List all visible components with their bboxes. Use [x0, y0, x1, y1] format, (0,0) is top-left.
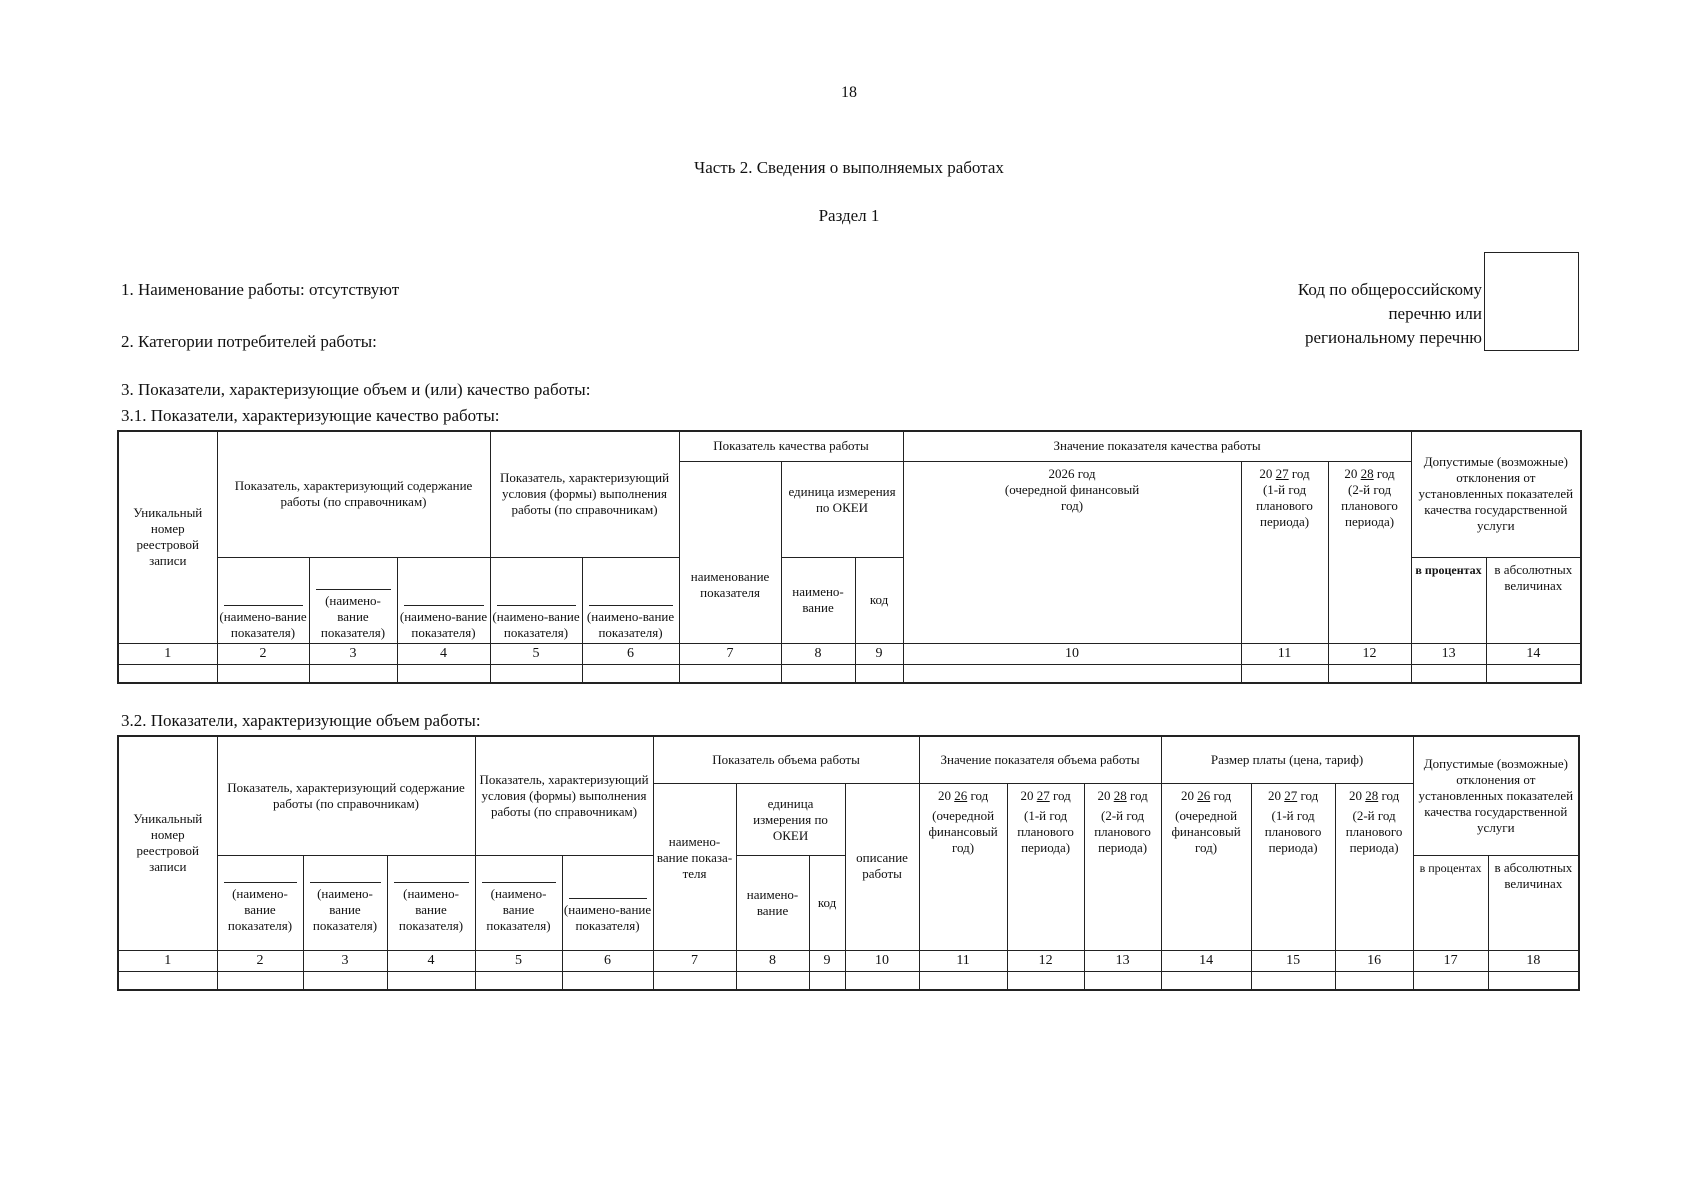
year-value: 28 [1365, 787, 1379, 803]
column-number: 8 [736, 950, 809, 971]
year-label [1086, 788, 1160, 804]
column-number: 2 [217, 643, 309, 664]
column-number: 11 [1241, 643, 1328, 664]
header-volume-indicator: Показатель объема работы [653, 736, 919, 783]
year-value: 28 [1360, 465, 1374, 481]
column-number: 1 [118, 950, 217, 971]
year-current-desc: (очередной финансовый год) [1004, 481, 1140, 513]
year-value: 26 [1197, 787, 1211, 803]
sub-indicator-label: (наимено-вание показателя) [398, 885, 464, 933]
table-cell[interactable] [1335, 971, 1413, 990]
sub-indicator-label: (наимено-вание показателя) [312, 885, 378, 933]
quality-table [117, 430, 1582, 684]
code-label-line: перечню или [1388, 304, 1482, 323]
header-fee-year-plan1 [1251, 783, 1335, 950]
column-number: 6 [562, 950, 653, 971]
table-cell[interactable] [1328, 664, 1411, 683]
year-prefix: 20 [1267, 787, 1281, 803]
table-cell[interactable] [855, 664, 903, 683]
year-label [1337, 788, 1412, 804]
sub-indicator-label: (наимено-вание показателя) [486, 885, 551, 933]
year-suffix: год [970, 787, 989, 803]
table-cell[interactable] [1411, 664, 1486, 683]
column-numbers-row [118, 950, 1579, 971]
column-number: 7 [653, 950, 736, 971]
year-value: 27 [1284, 787, 1298, 803]
header-unit-name: наимено-вание [736, 855, 809, 950]
table-cell[interactable] [303, 971, 387, 990]
table-cell[interactable] [903, 664, 1241, 683]
column-number: 10 [903, 643, 1241, 664]
sub-indicator-cell [397, 557, 490, 643]
header-deviation-percent: в процентах [1411, 557, 1486, 643]
header-volume-value: Значение показателя объема работы [919, 736, 1161, 783]
header-indicator-name: наимено-вание показа-теля [653, 783, 736, 950]
sub-indicator-label: (наимено-вание показателя) [219, 608, 307, 640]
year-value: 26 [954, 787, 968, 803]
header-quality-indicator: Показатель качества работы [679, 431, 903, 461]
year-desc: (2-й год планового периода) [1345, 807, 1403, 855]
table-cell[interactable] [781, 664, 855, 683]
year-value: 27 [1036, 787, 1050, 803]
year-prefix: 20 [1097, 787, 1111, 803]
header-content-indicator: Показатель, характеризующий содержание работы (по справочникам) [217, 431, 490, 557]
table-cell[interactable] [490, 664, 582, 683]
year-plan1-label [1243, 466, 1327, 482]
column-number: 8 [781, 643, 855, 664]
column-number: 5 [475, 950, 562, 971]
section-title: Раздел 1 [818, 206, 880, 225]
column-number: 9 [809, 950, 845, 971]
year-desc: (1-й год планового периода) [1264, 807, 1322, 855]
table-cell[interactable] [1488, 971, 1579, 990]
year-prefix: 20 [1348, 787, 1362, 803]
column-number: 3 [303, 950, 387, 971]
column-number: 17 [1413, 950, 1488, 971]
year-desc: (очередной финансовый год) [1171, 807, 1241, 855]
table-cell[interactable] [387, 971, 475, 990]
header-year-plan2 [1328, 461, 1411, 643]
header-fee-year-plan2 [1335, 783, 1413, 950]
header-value-year-plan2 [1084, 783, 1161, 950]
table-cell[interactable] [919, 971, 1007, 990]
header-conditions-indicator: Показатель, характеризующий условия (формы) выполнения работы (по справочникам) [475, 736, 653, 855]
year-desc: (1-й год планового периода) [1017, 807, 1074, 855]
header-fee: Размер платы (цена, тариф) [1161, 736, 1413, 783]
header-content-indicator: Показатель, характеризующий содержание работы (по справочникам) [217, 736, 475, 855]
header-deviation: Допустимые (возможные) отклонения от установленных показателей качества государственной услуги [1411, 431, 1581, 557]
sub-indicator-cell [387, 855, 475, 950]
table-cell[interactable] [475, 971, 562, 990]
header-unique-number: Уникальный номер реестровой записи [118, 736, 217, 950]
work-name-field: 1. Наименование работы: отсутствуют [121, 280, 400, 299]
year-plan2-label [1330, 466, 1410, 482]
table-cell[interactable] [118, 971, 217, 990]
year-suffix: год [1291, 465, 1310, 481]
table-cell[interactable] [736, 971, 809, 990]
code-label-line: региональному перечню [1304, 328, 1482, 347]
sub-indicator-cell [217, 855, 303, 950]
header-fee-year-current [1161, 783, 1251, 950]
header-deviation: Допустимые (возможные) отклонения от установленных показателей качества государственной услуги [1413, 736, 1579, 855]
table-cell[interactable] [1241, 664, 1328, 683]
sub-indicator-label: (наимено-вание показателя) [492, 608, 580, 640]
sub-indicator-cell [490, 557, 582, 643]
table-cell[interactable] [309, 664, 397, 683]
year-prefix: 20 [1259, 465, 1273, 481]
column-number: 6 [582, 643, 679, 664]
table-cell[interactable] [1161, 971, 1251, 990]
column-number: 9 [855, 643, 903, 664]
table-cell[interactable] [1007, 971, 1084, 990]
table-cell[interactable] [679, 664, 781, 683]
header-year-current [903, 461, 1241, 643]
year-prefix: 20 [1344, 465, 1358, 481]
table-cell[interactable] [1486, 664, 1581, 683]
year-label [1009, 788, 1083, 804]
sub-indicator-label: (наимено-вание показателя) [399, 608, 488, 640]
column-numbers-row [118, 643, 1581, 664]
quality-table-title: 3.1. Показатели, характеризующие качество работы: [121, 406, 500, 425]
year-current-label: 2026 год [1048, 465, 1096, 481]
header-deviation-absolute: в абсолютных величинах [1488, 855, 1579, 950]
year-suffix: год [1381, 787, 1400, 803]
year-prefix: 20 [937, 787, 951, 803]
column-number: 2 [217, 950, 303, 971]
part-title: Часть 2. Сведения о выполняемых работах [694, 158, 1004, 177]
table-cell[interactable] [562, 971, 653, 990]
code-label-line: Код по общероссийскому [1297, 280, 1482, 299]
year-label [1253, 788, 1334, 804]
volume-table-title: 3.2. Показатели, характеризующие объем работы: [121, 711, 481, 730]
sub-indicator-label: (наимено-вание показателя) [227, 885, 293, 933]
column-number: 14 [1161, 950, 1251, 971]
column-number: 13 [1084, 950, 1161, 971]
year-value: 28 [1113, 787, 1127, 803]
year-prefix: 20 [1180, 787, 1194, 803]
column-number: 18 [1488, 950, 1579, 971]
table-cell[interactable] [1413, 971, 1488, 990]
sub-indicator-cell [475, 855, 562, 950]
header-work-description: описание работы [845, 783, 919, 950]
column-number: 12 [1007, 950, 1084, 971]
year-desc: (2-й год планового периода) [1094, 807, 1151, 855]
header-unique-number: Уникальный номер реестровой записи [118, 431, 217, 643]
table-row [118, 664, 1581, 683]
column-number: 12 [1328, 643, 1411, 664]
table-cell[interactable] [653, 971, 736, 990]
code-label [1298, 278, 1482, 350]
volume-table [117, 735, 1580, 991]
column-number: 1 [118, 643, 217, 664]
header-conditions-indicator: Показатель, характеризующий условия (формы) выполнения работы (по справочникам) [490, 431, 679, 557]
table-cell[interactable] [217, 664, 309, 683]
table-cell[interactable] [845, 971, 919, 990]
header-unit-name: наимено-вание [781, 557, 855, 643]
sub-indicator-label: (наимено-вание показателя) [563, 901, 652, 933]
column-number: 7 [679, 643, 781, 664]
year-suffix: год [1213, 787, 1232, 803]
column-number: 10 [845, 950, 919, 971]
page-number: 18 [841, 84, 857, 101]
header-unit-code: код [855, 557, 903, 643]
sub-indicator-cell [303, 855, 387, 950]
year-label [921, 788, 1006, 804]
sub-indicator-cell [562, 855, 653, 950]
year-plan2-desc: (2-й год планового периода) [1341, 481, 1398, 529]
header-unit-okei: единица измерения по ОКЕИ [736, 783, 845, 855]
code-input-box[interactable] [1484, 252, 1579, 351]
column-number: 14 [1486, 643, 1581, 664]
table-cell[interactable] [809, 971, 845, 990]
column-number: 13 [1411, 643, 1486, 664]
sub-indicator-label: (наимено-вание показателя) [320, 592, 386, 640]
year-label [1163, 788, 1250, 804]
header-unit-code: код [809, 855, 845, 950]
sub-indicator-cell [217, 557, 309, 643]
column-number: 15 [1251, 950, 1335, 971]
year-suffix: год [1376, 465, 1395, 481]
year-value: 27 [1275, 465, 1289, 481]
year-suffix: год [1300, 787, 1319, 803]
year-prefix: 20 [1020, 787, 1034, 803]
indicators-heading: 3. Показатели, характеризующие объем и (или) качество работы: [121, 380, 591, 399]
column-number: 11 [919, 950, 1007, 971]
column-number: 5 [490, 643, 582, 664]
header-quality-value: Значение показателя качества работы [903, 431, 1411, 461]
year-suffix: год [1129, 787, 1148, 803]
table-cell[interactable] [1084, 971, 1161, 990]
year-desc: (очередной финансовый год) [928, 807, 998, 855]
header-year-plan1 [1241, 461, 1328, 643]
table-cell[interactable] [397, 664, 490, 683]
year-suffix: год [1052, 787, 1071, 803]
sub-indicator-cell [309, 557, 397, 643]
consumer-category-field: 2. Категории потребителей работы: [121, 332, 377, 351]
table-cell[interactable] [217, 971, 303, 990]
column-number: 3 [309, 643, 397, 664]
table-row [118, 971, 1579, 990]
header-indicator-name: наименование показателя [679, 461, 781, 643]
column-number: 4 [387, 950, 475, 971]
header-value-year-current [919, 783, 1007, 950]
table-cell[interactable] [118, 664, 217, 683]
year-plan1-desc: (1-й год планового периода) [1256, 481, 1313, 529]
table-cell[interactable] [1251, 971, 1335, 990]
sub-indicator-label: (наимено-вание показателя) [586, 608, 675, 640]
header-value-year-plan1 [1007, 783, 1084, 950]
table-cell[interactable] [582, 664, 679, 683]
header-deviation-absolute: в абсолютных величинах [1486, 557, 1581, 643]
header-deviation-percent: в процентах [1413, 855, 1488, 950]
column-number: 4 [397, 643, 490, 664]
sub-indicator-cell [582, 557, 679, 643]
column-number: 16 [1335, 950, 1413, 971]
header-unit-okei: единица измерения по ОКЕИ [781, 461, 903, 557]
